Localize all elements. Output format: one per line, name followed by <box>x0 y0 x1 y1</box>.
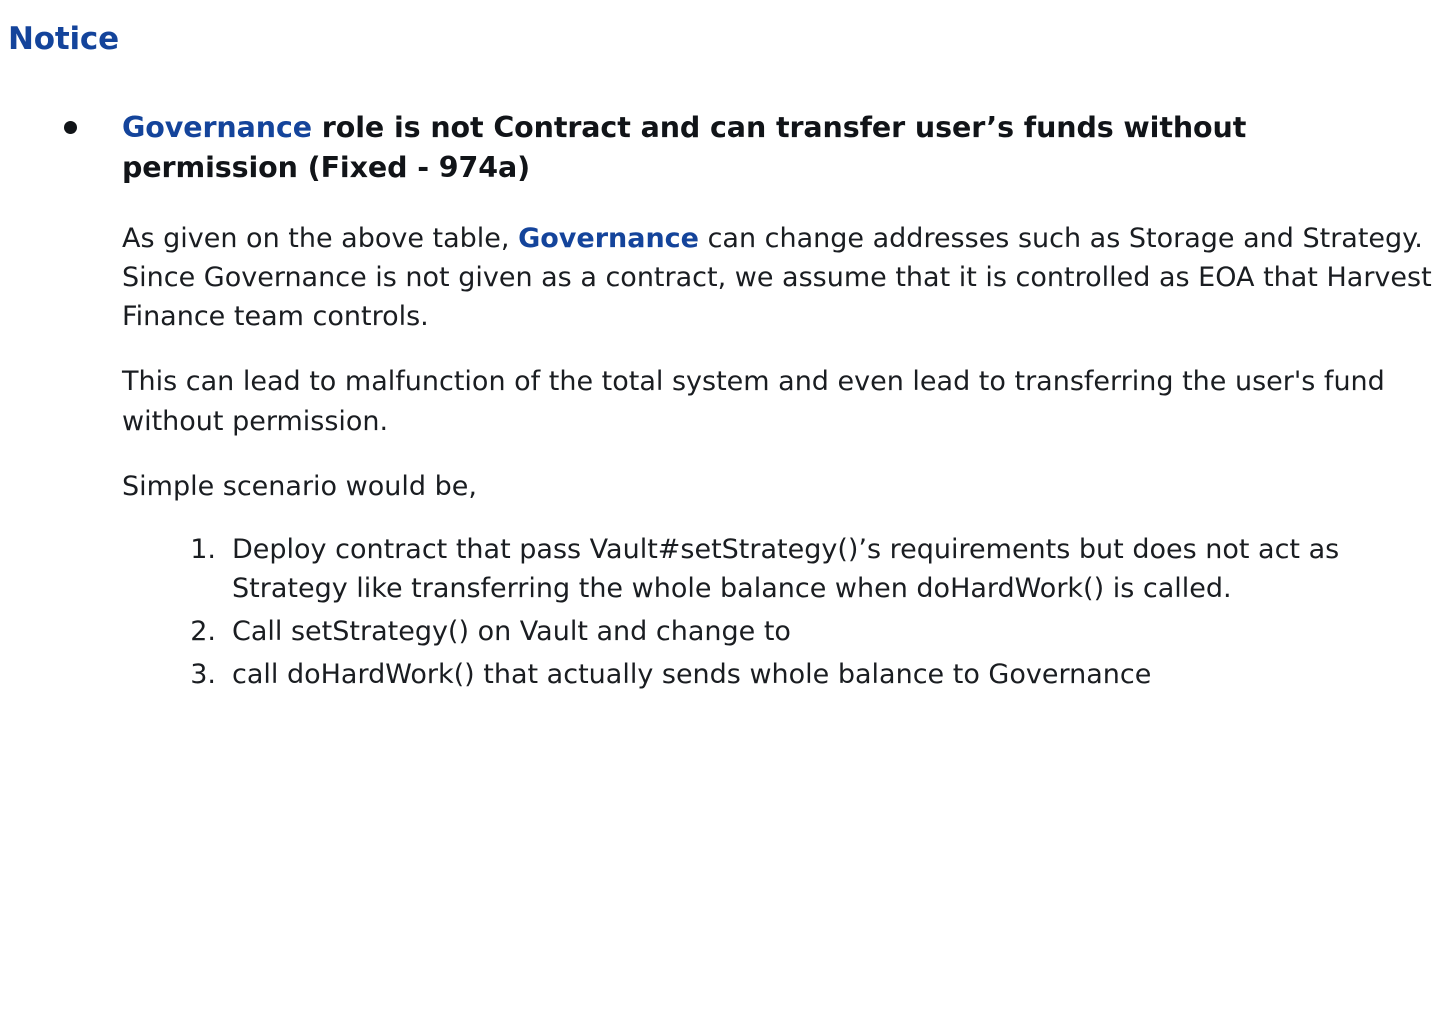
paragraph-1-highlight: Governance <box>518 222 699 254</box>
finding-heading-highlight: Governance <box>122 111 312 144</box>
step-text: call doHardWork() that actually sends whole balance to Governance <box>232 659 1152 691</box>
finding-list <box>0 108 1456 189</box>
step-number: 2. <box>190 616 216 648</box>
scenario-steps <box>0 530 1456 695</box>
paragraph-3-text: Simple scenario would be, <box>122 470 477 502</box>
page-title: Notice <box>8 21 119 57</box>
paragraph-1-pre: As given on the above table, <box>122 222 519 254</box>
list-item <box>176 530 1456 608</box>
paragraph-1 <box>0 219 1456 336</box>
list-item <box>176 612 1456 651</box>
finding-heading <box>122 108 1302 189</box>
step-text: Call setStrategy() on Vault and change to <box>232 616 791 648</box>
step-text: Deploy contract that pass Vault#setStrategy()’s requirements but does not act as Strategy like transferring the whole balance when doHardWork() is called. <box>232 533 1340 604</box>
paragraph-3 <box>0 467 1456 506</box>
step-number: 1. <box>190 533 216 565</box>
paragraph-1-post: can change addresses such as Storage and Strategy. Since Governance is not given as a contract, we assume that it is controlled as EOA that Harvest Finance team controls. <box>122 222 1432 333</box>
paragraph-2 <box>0 362 1456 440</box>
bullet-dot-icon <box>64 121 77 134</box>
list-item <box>176 655 1456 694</box>
paragraph-2-text: This can lead to malfunction of the total system and even lead to transferring the user's fund without permission. <box>122 366 1385 437</box>
step-number: 3. <box>190 659 216 691</box>
document-content <box>0 108 1456 698</box>
finding-heading-rest: role is not Contract and can transfer user’s funds without permission (Fixed - 974a) <box>122 111 1247 185</box>
list-item <box>0 108 1456 189</box>
